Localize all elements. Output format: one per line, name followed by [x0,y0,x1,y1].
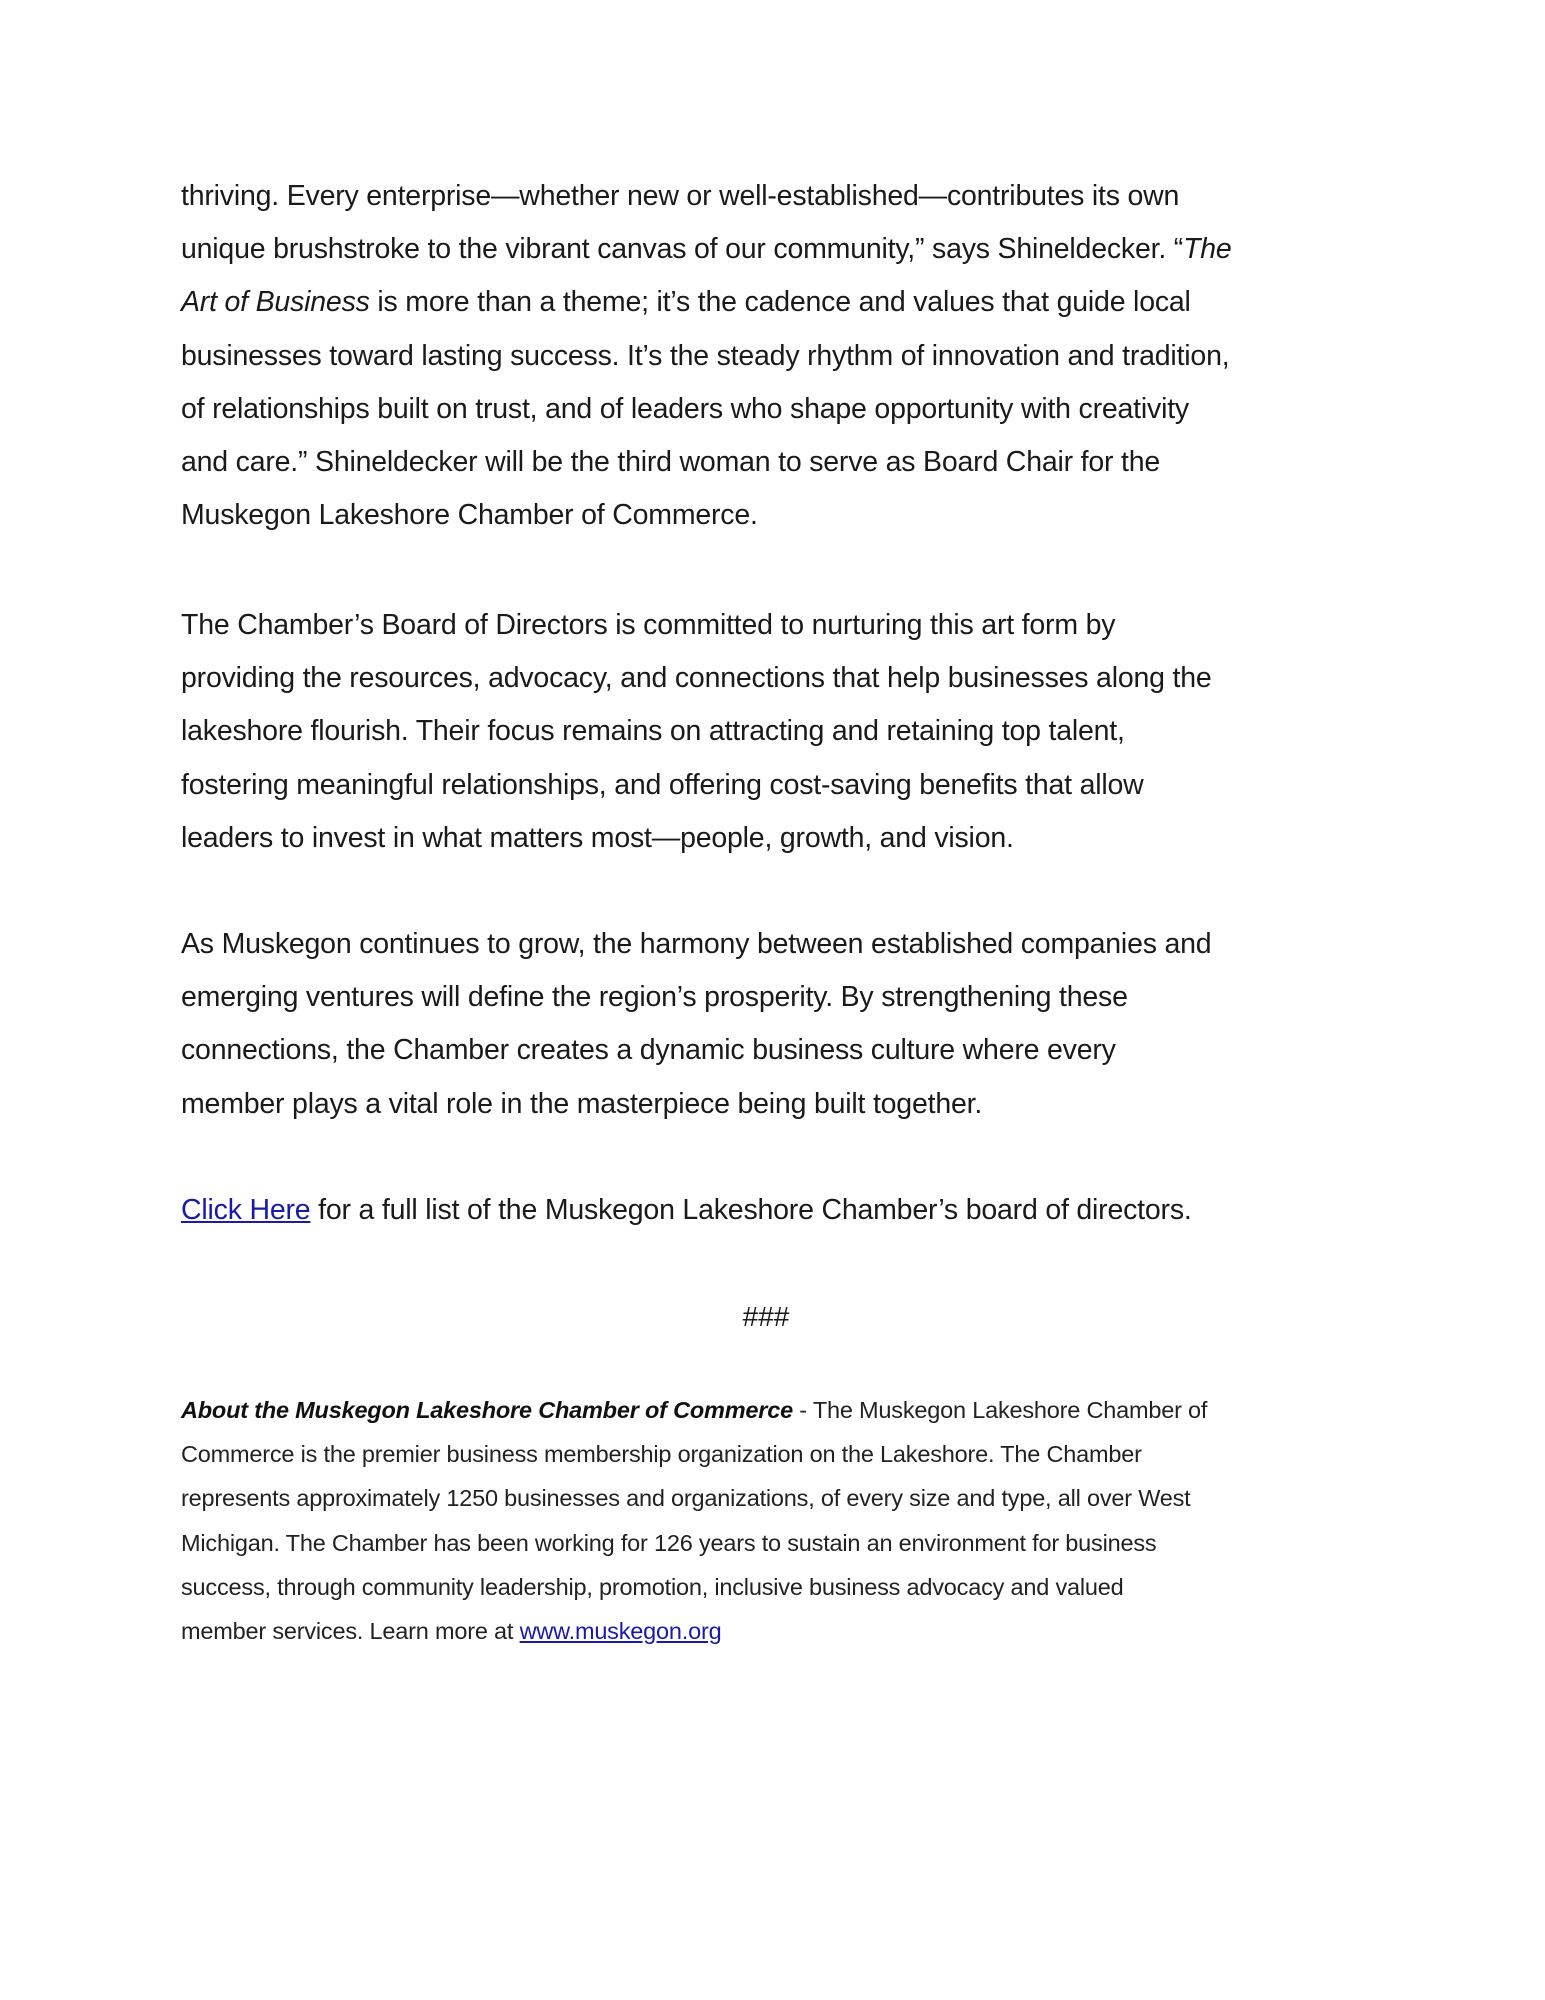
text-span: is more than a theme; it’s the cadence and values that guide local [369,286,1191,319]
text-line: leaders to invest in what matters most—people, growth, and vision. [181,821,1014,854]
text-span: unique brushstroke to the vibrant canvas of our community,” says Shineldecker. “ [181,233,1184,266]
text-line [181,1609,1207,1653]
text-line: As Muskegon continues to grow, the harmony between established companies and [181,928,1212,960]
text-line: Commerce is the premier business membership organization on the Lakeshore. The Chamber [181,1441,1142,1468]
italic-title-start: The [1183,233,1232,266]
text-line: represents approximately 1250 businesses and organizations, of every size and type, all over West [181,1485,1191,1512]
text-line [181,223,1232,276]
text-line: fostering meaningful relationships, and offering cost-saving benefits that allow [181,768,1144,801]
text-line [181,276,1232,329]
text-line: member plays a vital role in the masterpiece being built together. [181,1087,983,1120]
text-line: thriving. Every enterprise—whether new or well-established—contributes its own [181,180,1180,212]
text-line: Muskegon Lakeshore Chamber of Commerce. [181,499,758,532]
text-line: and care.” Shineldecker will be the third woman to serve as Board Chair for the [181,446,1161,479]
text-line: connections, the Chamber creates a dynamic business culture where every [181,1034,1116,1067]
paragraph-growth [181,918,1211,1131]
text-line [181,1388,1207,1432]
text-line: The Chamber’s Board of Directors is committed to nurturing this art form by [181,609,1116,641]
paragraph-board [181,599,1212,865]
text-span: member services. Learn more at [181,1618,520,1645]
text-line: providing the resources, advocacy, and connections that help businesses along the [181,662,1212,695]
text-span: for a full list of the Muskegon Lakeshore Chamber’s board of directors. [310,1194,1192,1226]
about-heading: About the Muskegon Lakeshore Chamber of Commerce [181,1397,793,1423]
click-here-link[interactable]: Click Here [181,1194,311,1226]
text-line: lakeshore flourish. Their focus remains on attracting and retaining top talent, [181,715,1125,748]
about-section [181,1388,1207,1653]
italic-title: Art of Business [181,286,370,319]
text-line: emerging ventures will define the region’s prosperity. By strengthening these [181,981,1128,1014]
website-link[interactable]: www.muskegon.org [519,1618,722,1645]
paragraph-board-list [181,1184,1192,1237]
text-line: businesses toward lasting success. It’s the steady rhythm of innovation and tradition, [181,339,1230,372]
end-separator: ### [742,1301,790,1332]
text-line [181,1184,1192,1237]
text-line: success, through community leadership, promotion, inclusive business advocacy and valued [181,1573,1124,1600]
text-span: - The Muskegon Lakeshore Chamber of [792,1397,1208,1423]
text-line: Michigan. The Chamber has been working for 126 years to sustain an environment for business [181,1529,1157,1556]
text-line: of relationships built on trust, and of leaders who shape opportunity with creativity [181,392,1189,425]
paragraph-quote [181,170,1232,542]
